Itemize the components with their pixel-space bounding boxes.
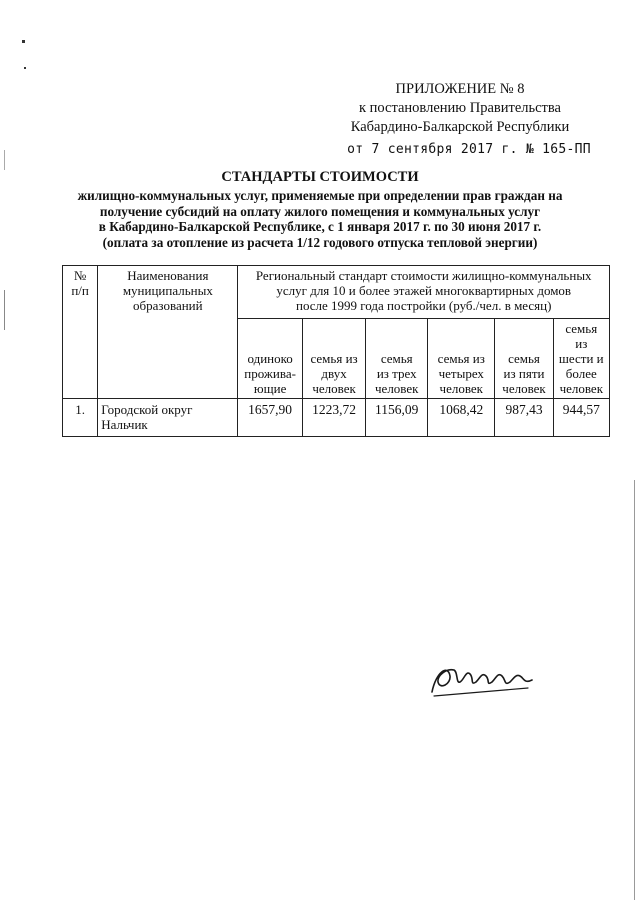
column-header-line: человек xyxy=(502,381,546,396)
column-header-line: двух xyxy=(321,366,347,381)
value-four: 1068,42 xyxy=(428,399,495,437)
scan-mark xyxy=(4,290,5,330)
document-subtitle xyxy=(40,188,600,250)
column-header-line: семья из xyxy=(437,351,485,366)
header-regional-standard xyxy=(238,266,610,319)
column-header-line: из трех xyxy=(376,366,417,381)
header-municipality-line: образований xyxy=(133,298,203,313)
value-six-plus: 944,57 xyxy=(553,399,609,437)
column-header-line: человек xyxy=(559,381,604,396)
column-header-line: семья xyxy=(508,351,540,366)
value-five: 987,43 xyxy=(495,399,553,437)
column-header-line: шести и xyxy=(558,351,604,366)
column-header-line: человек xyxy=(439,381,483,396)
header-group-line: услуг для 10 и более этажей многоквартирных домов xyxy=(276,283,572,298)
header-number-line: п/п xyxy=(71,283,89,298)
subtitle-line: в Кабардино-Балкарской Республике, с 1 января 2017 г. по 30 июня 2017 г. xyxy=(98,219,542,234)
appendix-title: ПРИЛОЖЕНИЕ № 8 xyxy=(395,81,525,97)
header-group-line: Региональный стандарт стоимости жилищно-коммунальных xyxy=(255,268,592,283)
scan-mark xyxy=(24,67,26,69)
decree-stamp: от 7 сентября 2017 г. № 165-ПП xyxy=(347,142,591,157)
row-number: 1. xyxy=(63,399,98,437)
scan-mark xyxy=(634,480,635,900)
scan-mark xyxy=(4,150,5,170)
scan-mark xyxy=(22,40,25,43)
column-header-line: человек xyxy=(375,381,419,396)
column-header-three xyxy=(366,319,428,399)
header-municipality-line: муниципальных xyxy=(122,283,213,298)
column-header-line: человек xyxy=(312,381,356,396)
header-number xyxy=(63,266,98,399)
column-header-line: ющие xyxy=(253,381,287,396)
appendix-line: Кабардино-Балкарской Республики xyxy=(350,119,570,135)
column-header-line: из пяти xyxy=(503,366,545,381)
column-header-four xyxy=(428,319,495,399)
header-group-line: после 1999 года постройки (руб./чел. в месяц) xyxy=(295,298,552,313)
subtitle-line: жилищно-коммунальных услуг, применяемые при определении прав граждан на xyxy=(77,188,563,203)
value-three: 1156,09 xyxy=(366,399,428,437)
column-header-line: прожива- xyxy=(244,366,296,381)
handwritten-signature xyxy=(428,658,538,705)
value-single: 1657,90 xyxy=(238,399,302,437)
column-header-line: семья из xyxy=(310,351,358,366)
signature-icon xyxy=(428,658,538,700)
column-header-five xyxy=(495,319,553,399)
appendix-line: к постановлению Правительства xyxy=(359,100,561,116)
document-title: СТАНДАРТЫ СТОИМОСТИ xyxy=(221,169,419,185)
column-header-single xyxy=(238,319,302,399)
subtitle-line: (оплата за отопление из расчета 1/12 годового отпуска тепловой энергии) xyxy=(102,234,538,250)
header-municipality xyxy=(98,266,238,399)
standards-table xyxy=(62,265,610,437)
row-municipality xyxy=(98,399,238,437)
row-municipality-line: Нальчик xyxy=(101,417,148,432)
column-header-two xyxy=(302,319,366,399)
column-header-line: одиноко xyxy=(247,351,293,366)
column-header-line: более xyxy=(565,366,597,381)
table-row xyxy=(63,399,610,437)
value-two: 1223,72 xyxy=(302,399,366,437)
column-header-line: из xyxy=(575,336,588,351)
column-header-line: четырех xyxy=(438,366,484,381)
header-municipality-line: Наименования xyxy=(127,268,209,283)
row-municipality-line: Городской округ xyxy=(101,402,193,417)
subtitle-line: получение субсидий на оплату жилого помещения и коммунальных услуг xyxy=(99,203,541,219)
header-number-line: № xyxy=(73,268,87,283)
column-header-six-plus xyxy=(553,319,609,399)
table-header-row xyxy=(63,266,610,319)
column-header-line: семья xyxy=(565,321,598,336)
column-header-line: семья xyxy=(380,351,413,366)
appendix-header xyxy=(330,80,590,137)
